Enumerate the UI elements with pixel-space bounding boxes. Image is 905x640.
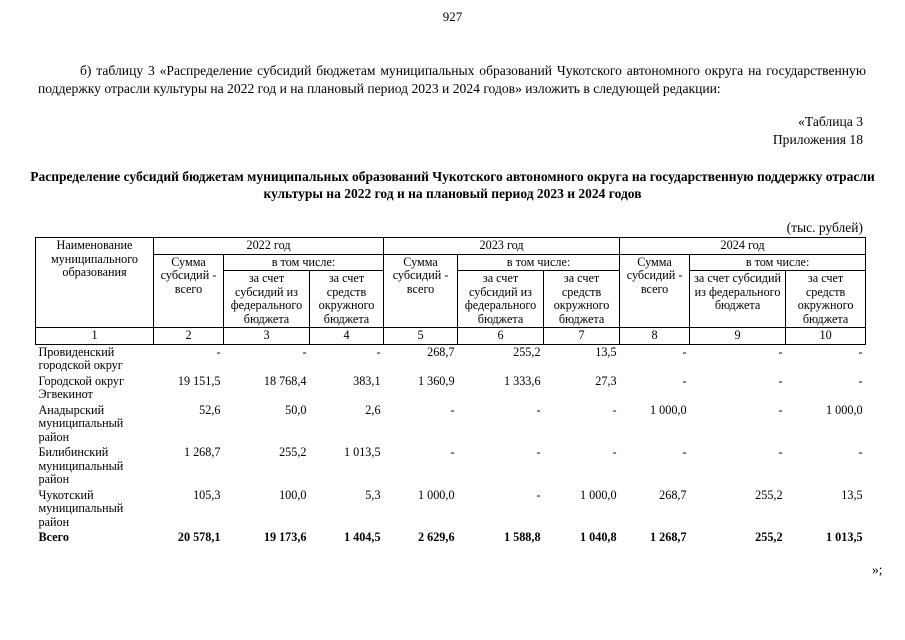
header-district-2023: за счет средств окружного бюджета	[544, 271, 620, 328]
cell-value: 2,6	[365, 402, 381, 417]
cell-value: 255,2	[279, 445, 307, 459]
header-district-2024: за счет средств окружного бюджета	[786, 271, 866, 328]
header-total-2022: Сумма субсидий - всего	[154, 254, 224, 328]
cell-value: 1 268,7	[183, 445, 221, 459]
cell-value: 19 151,5	[177, 373, 221, 388]
column-number: 3	[224, 328, 310, 345]
total-value: 2 629,6	[417, 530, 455, 544]
row-name: Провиденский городской округ	[38, 344, 123, 372]
header-federal-2022: за счет субсидий из федерального бюджета	[224, 271, 310, 328]
cell-value: -	[302, 344, 307, 359]
column-number: 5	[384, 328, 458, 345]
cell-value: 255,2	[513, 344, 541, 359]
table-caption-line-1: «Таблица 3	[798, 114, 863, 129]
header-including-2022: в том числе:	[224, 254, 384, 271]
header-year-2022: 2022 год	[154, 238, 384, 255]
header-name: Наименование муниципального образования	[36, 238, 154, 328]
header-district-2022: за счет средств окружного бюджета	[310, 271, 384, 328]
row-name: Анадырский муниципальный район	[38, 402, 124, 444]
header-year-2023: 2023 год	[384, 238, 620, 255]
row-name: Билибинский муниципальный район	[38, 445, 124, 486]
table-row	[36, 374, 866, 403]
column-number: 6	[458, 328, 544, 345]
cell-value: -	[778, 344, 783, 359]
column-number: 4	[310, 328, 384, 345]
total-value: 1 040,8	[580, 530, 617, 544]
cell-value: 13,5	[841, 487, 863, 502]
cell-value: 52,6	[199, 402, 221, 417]
column-number: 8	[620, 328, 690, 345]
cell-value: -	[612, 445, 617, 459]
cell-value: -	[858, 344, 863, 359]
units-label: (тыс. рублей)	[786, 220, 863, 235]
cell-value: 5,3	[365, 487, 381, 502]
cell-value: 1 360,9	[417, 373, 455, 388]
table-caption	[773, 113, 863, 149]
cell-value: -	[682, 344, 687, 359]
cell-value: 100,0	[279, 487, 307, 502]
total-value: 1 013,5	[826, 530, 863, 544]
cell-value: -	[858, 373, 863, 388]
header-including-2024: в том числе:	[690, 254, 866, 271]
header-year-2024: 2024 год	[620, 238, 866, 255]
cell-value: -	[778, 373, 783, 388]
header-total-2023: Сумма субсидий - всего	[384, 254, 458, 328]
cell-value: 50,0	[285, 402, 307, 417]
cell-value: 105,3	[193, 487, 221, 502]
total-label: Всего	[38, 530, 69, 544]
cell-value: 1 013,5	[343, 445, 381, 459]
document-title: Распределение субсидий бюджетам муниципальных образований Чукотского автономного округа на государственную поддержку отрасли культуры на 2022 год и на плановый период 2023 и 2024 годов	[30, 169, 875, 201]
table-row	[36, 445, 866, 488]
cell-value: -	[376, 344, 381, 359]
cell-value: -	[536, 487, 541, 502]
cell-value: -	[450, 445, 455, 459]
cell-value: -	[450, 402, 455, 417]
cell-value: 268,7	[427, 344, 455, 359]
total-row	[36, 530, 866, 546]
row-name: Городской округ Эгвекинот	[38, 373, 125, 401]
row-name: Чукотский муниципальный район	[38, 487, 124, 529]
header-including-2023: в том числе:	[458, 254, 620, 271]
total-value: 1 588,8	[503, 530, 541, 544]
total-value: 20 578,1	[177, 530, 221, 544]
cell-value: 1 000,0	[826, 402, 863, 417]
column-number: 2	[154, 328, 224, 345]
table-row	[36, 344, 866, 374]
total-value: 19 173,6	[263, 530, 307, 544]
column-number: 10	[786, 328, 866, 345]
cell-value: 13,5	[595, 344, 617, 359]
cell-value: 1 000,0	[417, 487, 455, 502]
total-value: 1 268,7	[650, 530, 687, 544]
cell-value: 268,7	[659, 487, 687, 502]
cell-value: 1 000,0	[580, 487, 617, 502]
total-value: 255,2	[755, 530, 783, 544]
total-value: 1 404,5	[343, 530, 381, 544]
cell-value: -	[216, 344, 221, 359]
subsidy-table	[35, 237, 866, 546]
header-federal-2023: за счет субсидий из федерального бюджета	[458, 271, 544, 328]
cell-value: 18 768,4	[263, 373, 307, 388]
cell-value: 255,2	[755, 487, 783, 502]
intro-paragraph: б) таблицу 3 «Распределение субсидий бюджетам муниципальных образований Чукотского автономного округа на государственную поддержку отрасли культуры на 2022 год и на плановый период 2023 и 2024 годов» изложить в следующей редакции:	[38, 63, 866, 96]
table-row	[36, 403, 866, 446]
cell-value: 383,1	[353, 373, 381, 388]
cell-value: -	[682, 373, 687, 388]
closing-quote: »;	[872, 562, 883, 577]
column-number: 9	[690, 328, 786, 345]
header-federal-2024: за счет субсидий из федерального бюджета	[690, 271, 786, 328]
cell-value: -	[858, 445, 863, 459]
column-number: 1	[36, 328, 154, 345]
cell-value: -	[778, 445, 783, 459]
cell-value: -	[612, 402, 617, 417]
column-number-row	[36, 328, 866, 345]
header-total-2024: Сумма субсидий - всего	[620, 254, 690, 328]
table-row	[36, 488, 866, 531]
page-number: 927	[442, 9, 463, 24]
cell-value: -	[778, 402, 783, 417]
cell-value: -	[536, 445, 541, 459]
column-number: 7	[544, 328, 620, 345]
cell-value: -	[536, 402, 541, 417]
cell-value: -	[682, 445, 687, 459]
table-caption-line-2: Приложения 18	[772, 132, 863, 147]
cell-value: 1 000,0	[650, 402, 687, 417]
cell-value: 27,3	[595, 373, 617, 388]
cell-value: 1 333,6	[503, 373, 541, 388]
